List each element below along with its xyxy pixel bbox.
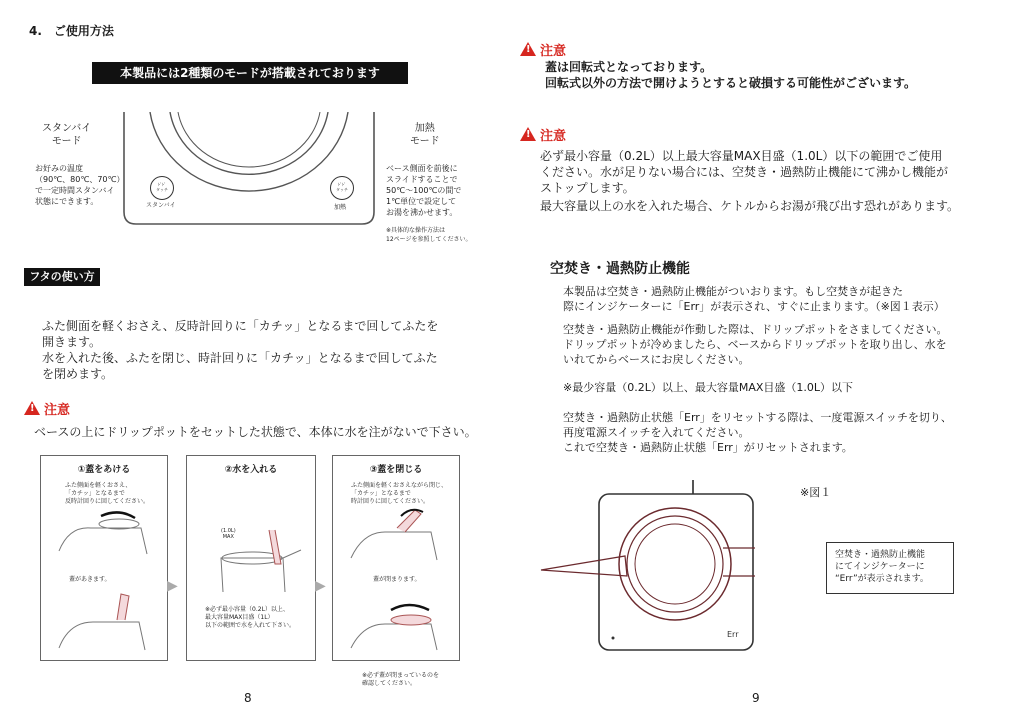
warning-icon <box>520 127 536 141</box>
lid-heading-text: フタの使い方 <box>29 270 95 283</box>
feature-paragraph-3: ※最少容量（0.2L）以上、最大容量MAX目盛（1.0L）以下 <box>563 381 854 394</box>
warning-icon <box>24 401 40 415</box>
caution1-heading <box>520 40 566 59</box>
step-panel-open <box>40 455 168 661</box>
heating-icon-top: ﾄﾞﾄﾞ タッチ <box>336 182 348 192</box>
heating-mode-title: 加熱 モード <box>410 123 440 147</box>
feature-paragraph-2: 空焚き・過熱防止機能が作動した際は、ドリップポットをさましてください。 ドリップポットが冷めましたら、ベースからドリップポットを取り出し、水を いれてからベースにお戻しください。 <box>563 323 948 366</box>
kettle-open-illustration <box>49 506 159 556</box>
page-number-left: 8 <box>244 691 252 705</box>
warning-icon <box>520 42 536 56</box>
caution2-text-2: 最大容量以上の水を入れた場合、ケトルからお湯が飛び出す恐れがあります。 <box>540 199 960 213</box>
kettle-lid-closed-illustration <box>341 590 451 652</box>
step-panel-close <box>332 455 460 661</box>
caution1-label: 注意 <box>540 44 567 59</box>
kettle-fill-illustration <box>195 524 307 594</box>
caution2-label: 注意 <box>540 129 567 144</box>
err-indicator: Err <box>727 630 739 639</box>
feature-paragraph-4: 空焚き・過熱防止状態「Err」をリセットする際は、一度電源スイッチを切り、 再度電源スイッチを入れてください。 これで空焚き・過熱防止状態「Err」がリセットされます。 <box>563 411 952 454</box>
caution2-text: 必ず最小容量（0.2L）以上最大容量MAX目盛（1.0L）以下の範囲でご使用 ください。水が足りない場合には、空焚き・過熱防止機能にて沸かし機能が ストップします。 <box>540 149 949 195</box>
feature-paragraph-1: 本製品は空焚き・過熱防止機能がついおります。もし空焚きが起きた 際にインジケーターに「Err」が表示され、すぐに止まります。（※図１表示） <box>563 285 945 313</box>
standby-icon-label: スタンバイ <box>146 202 176 209</box>
step-open-caption: ふた側面を軽くおさえ、 「カチッ」となるまで 反時計回りに回してください。 <box>65 482 150 505</box>
kettle-lid-open-illustration <box>49 590 159 652</box>
step-arrow-1: ▶ <box>167 578 178 594</box>
feature-heading: 空焚き・過熱防止機能 <box>550 261 690 277</box>
standby-mode-desc: お好みの温度 （90℃、80℃、70℃） で一定時間スタンバイ 状態にできます。 <box>35 164 125 206</box>
left-caution-heading <box>24 399 70 418</box>
step-close-result: 蓋が閉まります。 <box>373 576 421 583</box>
max-badge: (1.0L) MAX <box>221 528 236 540</box>
step-fill-caption: ※必ず最小容量（0.2L）以上、 最大容量MAX目盛（1L） 以下の範囲で水を入れて下さい。 <box>205 606 296 629</box>
standby-mode-title: スタンバイ モード <box>42 123 92 147</box>
step-close-title: ③蓋を閉じる <box>369 465 423 475</box>
mode-banner-text: 本製品には2種類のモードが搭載されております <box>120 66 380 80</box>
step-open-title: ①蓋をあける <box>77 465 131 475</box>
err-callout-box <box>826 542 954 594</box>
page-number-right: 9 <box>752 691 760 705</box>
caution2-heading <box>520 125 566 144</box>
heating-icon-label: 加熱 <box>334 204 347 211</box>
kettle-close-illustration <box>341 502 451 562</box>
standby-button-icon <box>150 176 174 200</box>
left-caution-text: ベースの上にドリップポットをセットした状態で、本体に水を注がないで下さい。 <box>34 425 477 439</box>
step-close-caption: ふた側面を軽くおさえながら閉じ、 「カチッ」となるまで 時計回りに回してください。 <box>351 482 448 505</box>
step-open-result: 蓋があきます。 <box>69 576 111 583</box>
heating-button-icon <box>330 176 354 200</box>
caution1-text: 蓋は回転式となっております。 回転式以外の方法で開けようとすると破損する可能性がございます。 <box>545 60 917 90</box>
heating-mode-note: ※具体的な操作方法は 12ページを参照してください。 <box>386 227 472 243</box>
standby-icon-top: ﾄﾞﾄﾞ タッチ <box>156 182 168 192</box>
step-arrow-2: ▶ <box>315 578 326 594</box>
section-heading: 4. ご使用方法 <box>29 24 114 38</box>
lid-heading <box>24 268 100 286</box>
step-panel-fill <box>186 455 316 661</box>
heating-mode-desc: ベース側面を前後に スライドすることで 50℃〜100℃の間で 1℃単位で設定して お湯を沸かせます。 <box>386 164 462 217</box>
left-caution-label: 注意 <box>44 403 71 418</box>
lid-instructions: ふた側面を軽くおさえ、反時計回りに「カチッ」となるまで回してふたを 開きます。 水を入れた後、ふたを閉じ、時計回りに「カチッ」となるまで回してふた を閉めます。 <box>42 319 439 381</box>
steps-footnote: ※必ず蓋が閉まっているのを 確認してください。 <box>362 672 440 687</box>
step-fill-title: ②水を入れる <box>224 465 278 475</box>
figure-label: ※図１ <box>800 486 832 499</box>
mode-banner <box>92 62 408 84</box>
kettle-base-diagram <box>118 112 380 230</box>
kettle-err-figure <box>535 478 755 654</box>
err-callout-text: 空焚き・過熱防止機能 にてインジケーターに “Err”が表示されます。 <box>835 550 929 584</box>
